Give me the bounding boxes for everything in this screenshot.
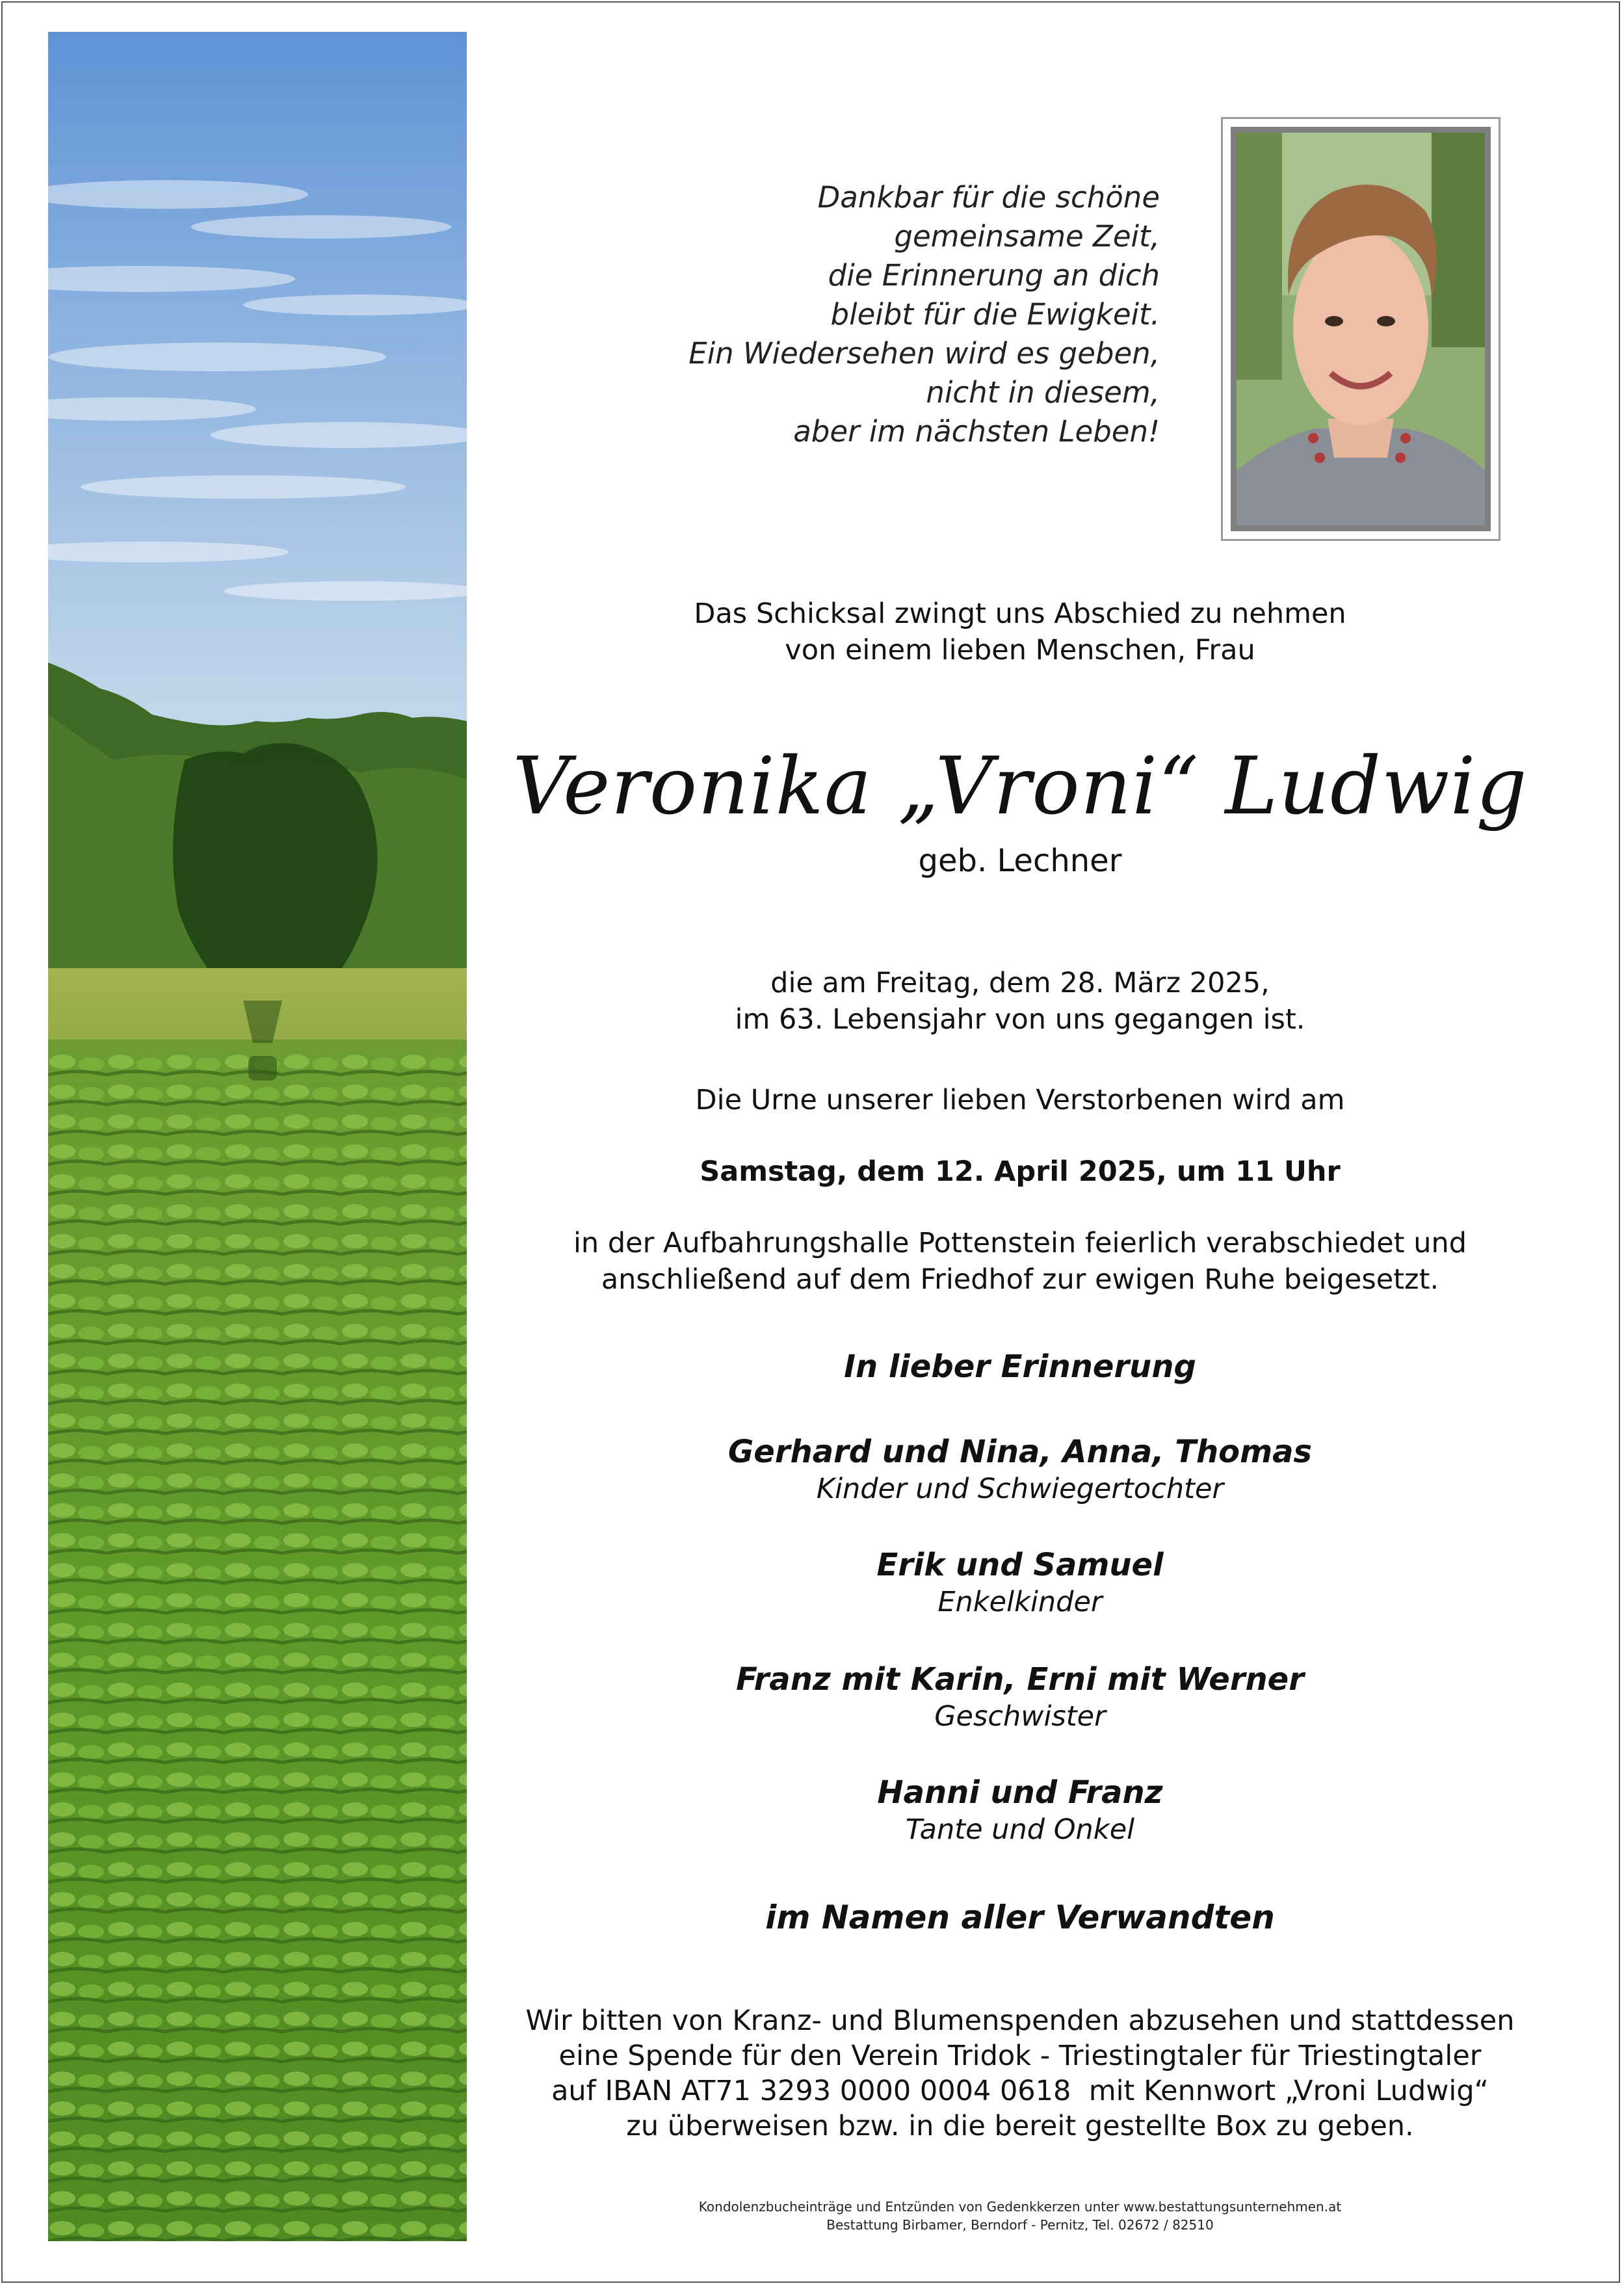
place-line: anschließend auf dem Friedhof zur ewigen Ruhe beigesetzt.: [601, 1263, 1439, 1296]
family-group: [497, 1546, 1543, 1620]
ceremony-place: [497, 1225, 1543, 1298]
family-group: [497, 1433, 1543, 1507]
footer-line: Kondolenzbucheinträge und Entzünden von Gedenkkerzen unter www.bestattungsunternehmen.at: [698, 2199, 1342, 2215]
obituary-notice: [1, 1, 1620, 2283]
donation-line: Wir bitten von Kranz- und Blumenspenden abzusehen und stattdessen: [525, 2005, 1515, 2037]
death-line: im 63. Lebensjahr von uns gegangen ist.: [735, 1003, 1305, 1036]
urn-announcement: Die Urne unserer lieben Verstorbenen wird am: [695, 1084, 1345, 1116]
landscape-image: [48, 32, 467, 2241]
intro-text: [497, 596, 1543, 668]
footer: [497, 2198, 1543, 2234]
donation-request: [497, 2003, 1543, 2144]
place-line: in der Aufbahrungshalle Pottenstein feierlich verabschiedet und: [573, 1227, 1467, 1259]
portrait-frame: [1221, 117, 1500, 541]
death-line: die am Freitag, dem 28. März 2025,: [770, 967, 1270, 999]
intro-line: Das Schicksal zwingt uns Abschied zu nehmen: [694, 598, 1346, 630]
maiden-name: geb. Lechner: [918, 843, 1122, 879]
family-relation: Kinder und Schwiegertochter: [816, 1473, 1224, 1505]
family-group: [497, 1661, 1543, 1735]
portrait-photo: [1237, 133, 1485, 525]
poem-line: nicht in diesem,: [926, 375, 1160, 410]
donation-line: eine Spende für den Verein Tridok - Triestingtaler für Triestingtaler: [558, 2040, 1482, 2072]
family-names: Franz mit Karin, Erni mit Werner: [736, 1661, 1304, 1698]
ceremony-date: Samstag, dem 12. April 2025, um 11 Uhr: [700, 1155, 1341, 1188]
family-relation: Enkelkinder: [937, 1586, 1103, 1618]
family-names: Erik und Samuel: [876, 1547, 1164, 1583]
field-with-balloon-shadow-image: [48, 32, 467, 2241]
donation-line: auf IBAN AT71 3293 0000 0004 0618 mit Kennwort „Vroni Ludwig“: [551, 2075, 1489, 2107]
family-relation: Tante und Onkel: [905, 1813, 1135, 1846]
portrait-mat: [1231, 127, 1491, 531]
family-names: Gerhard und Nina, Anna, Thomas: [727, 1434, 1313, 1470]
deceased-name: Veronika „Vroni“ Ludwig: [512, 740, 1528, 832]
death-info: [497, 965, 1543, 1038]
relatives-line: im Namen aller Verwandten: [765, 1899, 1275, 1936]
memory-heading: In lieber Erinnerung: [844, 1348, 1196, 1385]
poem-line: Ein Wiedersehen wird es geben,: [688, 336, 1160, 371]
family-group: [497, 1774, 1543, 1848]
poem-line: die Erinnerung an dich: [828, 258, 1160, 293]
poem-line: bleibt für die Ewigkeit.: [830, 297, 1160, 332]
poem-line: Dankbar für die schöne: [817, 180, 1160, 215]
memorial-poem: [588, 178, 1160, 451]
intro-line: von einem lieben Menschen, Frau: [785, 634, 1255, 666]
poem-line: gemeinsame Zeit,: [894, 219, 1160, 254]
poem-line: aber im nächsten Leben!: [793, 414, 1160, 449]
footer-line: Bestattung Birbamer, Berndorf - Pernitz, Tel. 02672 / 82510: [826, 2217, 1214, 2233]
family-names: Hanni und Franz: [877, 1774, 1163, 1811]
donation-line: zu überweisen bzw. in die bereit gestellte Box zu geben.: [626, 2110, 1414, 2142]
family-relation: Geschwister: [934, 1700, 1106, 1733]
